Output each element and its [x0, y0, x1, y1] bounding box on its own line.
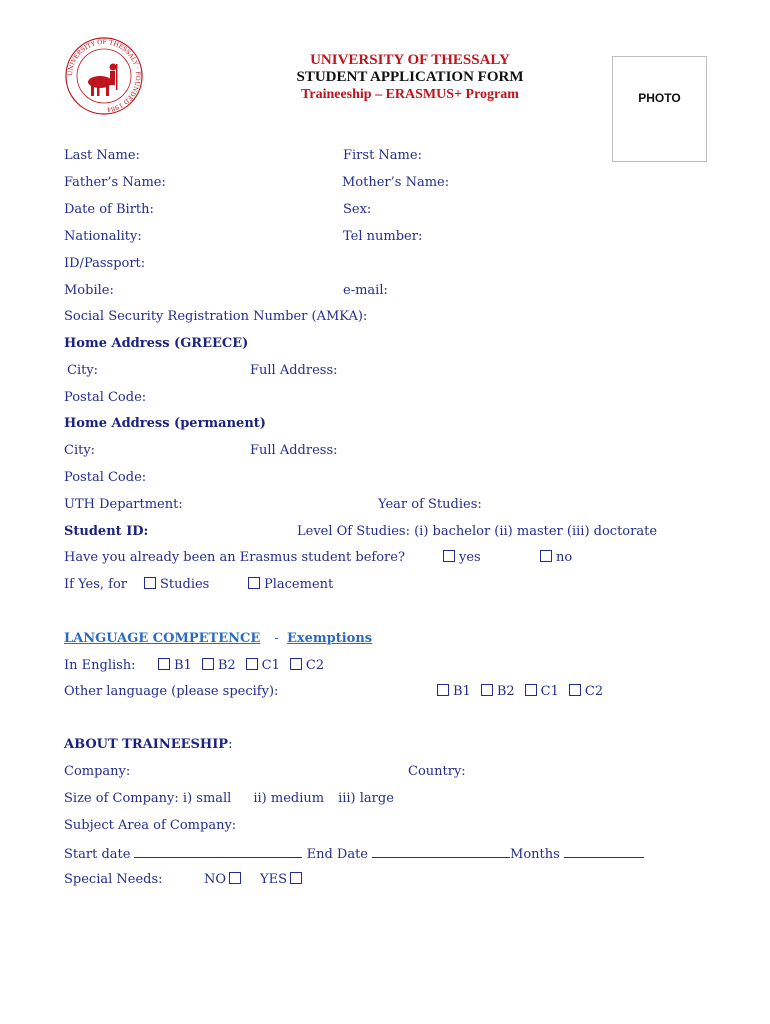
dates-row: Start date End Date Months	[64, 845, 644, 862]
amka-label: Social Security Registration Number (AMKA):	[64, 309, 368, 324]
if-yes-for-label: If Yes, for	[64, 577, 128, 592]
year-of-studies-label: Year of Studies:	[378, 497, 482, 512]
english-b2-option[interactable]: B2	[202, 658, 236, 673]
checkbox-icon[interactable]	[229, 872, 241, 884]
country-label: Country:	[408, 764, 466, 779]
checkbox-icon[interactable]	[246, 658, 258, 670]
checkbox-icon[interactable]	[290, 872, 302, 884]
company-size-label: Size of Company: i) small ii) medium iii) large	[64, 791, 394, 806]
english-levels	[158, 658, 324, 673]
checkbox-icon[interactable]	[525, 684, 537, 696]
separator: -	[274, 631, 279, 646]
university-seal-logo	[64, 36, 144, 116]
english-c1-option[interactable]: C1	[246, 658, 280, 673]
checkbox-icon[interactable]	[481, 684, 493, 696]
nationality-label: Nationality:	[64, 229, 142, 244]
address-permanent-heading: Home Address (permanent)	[64, 416, 266, 431]
program-name: Traineeship – ERASMUS+ Program	[301, 87, 519, 102]
fathers-name-label: Father’s Name:	[64, 175, 166, 190]
special-needs-label: Special Needs:	[64, 872, 163, 887]
company-label: Company:	[64, 764, 131, 779]
english-c2-option[interactable]: C2	[290, 658, 324, 673]
special-needs-no-option[interactable]: NO	[204, 872, 245, 887]
language-competence-link[interactable]: LANGUAGE COMPETENCE	[64, 631, 261, 646]
greece-city-label: City:	[67, 363, 99, 378]
erasmus-yes-option[interactable]: yes	[443, 550, 481, 565]
subject-area-label: Subject Area of Company:	[64, 818, 237, 833]
english-b1-option[interactable]: B1	[158, 658, 192, 673]
mobile-label: Mobile:	[64, 283, 114, 298]
other-c2-option[interactable]: C2	[569, 684, 603, 699]
studies-option[interactable]: Studies	[144, 577, 209, 592]
checkbox-icon[interactable]	[144, 577, 156, 589]
dob-label: Date of Birth:	[64, 202, 154, 217]
special-needs-yes-option[interactable]: YES	[260, 872, 306, 887]
english-label: In English:	[64, 658, 136, 673]
photo-label: PHOTO	[638, 91, 681, 105]
checkbox-icon[interactable]	[437, 684, 449, 696]
email-label: e-mail:	[343, 283, 388, 298]
other-language-label: Other language (please specify):	[64, 684, 279, 699]
checkbox-icon[interactable]	[540, 550, 552, 562]
checkbox-icon[interactable]	[248, 577, 260, 589]
end-date-field[interactable]	[372, 845, 510, 858]
start-date-field[interactable]	[134, 845, 302, 858]
other-language-levels	[437, 684, 603, 699]
sex-label: Sex:	[343, 202, 372, 217]
tel-label: Tel number:	[343, 229, 423, 244]
checkbox-icon[interactable]	[443, 550, 455, 562]
permanent-city-label: City:	[64, 443, 96, 458]
checkbox-icon[interactable]	[569, 684, 581, 696]
form-title: STUDENT APPLICATION FORM	[296, 69, 524, 85]
erasmus-no-option[interactable]: no	[540, 550, 572, 565]
svg-text:UNIVERSITY OF THESSALY · FOUND: UNIVERSITY OF THESSALY · FOUNDED 1984	[66, 38, 142, 113]
checkbox-icon[interactable]	[290, 658, 302, 670]
department-label: UTH Department:	[64, 497, 183, 512]
first-name-label: First Name:	[343, 148, 422, 163]
photo-box[interactable]	[612, 56, 707, 162]
months-field[interactable]	[564, 845, 644, 858]
student-id-label: Student ID:	[64, 524, 149, 539]
permanent-full-address-label: Full Address:	[250, 443, 338, 458]
other-c1-option[interactable]: C1	[525, 684, 559, 699]
exemptions-link[interactable]: Exemptions	[286, 631, 373, 646]
checkbox-icon[interactable]	[158, 658, 170, 670]
erasmus-before-question: Have you already been an Erasmus student before?	[64, 550, 405, 565]
other-b1-option[interactable]: B1	[437, 684, 471, 699]
university-name: UNIVERSITY OF THESSALY	[310, 52, 510, 68]
checkbox-icon[interactable]	[202, 658, 214, 670]
greece-postal-code-label: Postal Code:	[64, 390, 147, 405]
placement-option[interactable]: Placement	[248, 577, 333, 592]
last-name-label: Last Name:	[64, 148, 140, 163]
other-b2-option[interactable]: B2	[481, 684, 515, 699]
permanent-postal-code-label: Postal Code:	[64, 470, 147, 485]
mothers-name-label: Mother’s Name:	[342, 175, 450, 190]
level-of-studies-label: Level Of Studies: (i) bachelor (ii) master (iii) doctorate	[297, 524, 658, 539]
id-passport-label: ID/Passport:	[64, 256, 146, 271]
greece-full-address-label: Full Address:	[250, 363, 338, 378]
language-heading-row	[64, 631, 372, 646]
address-greece-heading: Home Address (GREECE)	[64, 336, 249, 351]
traineeship-heading: ABOUT TRAINEESHIP:	[64, 737, 233, 752]
